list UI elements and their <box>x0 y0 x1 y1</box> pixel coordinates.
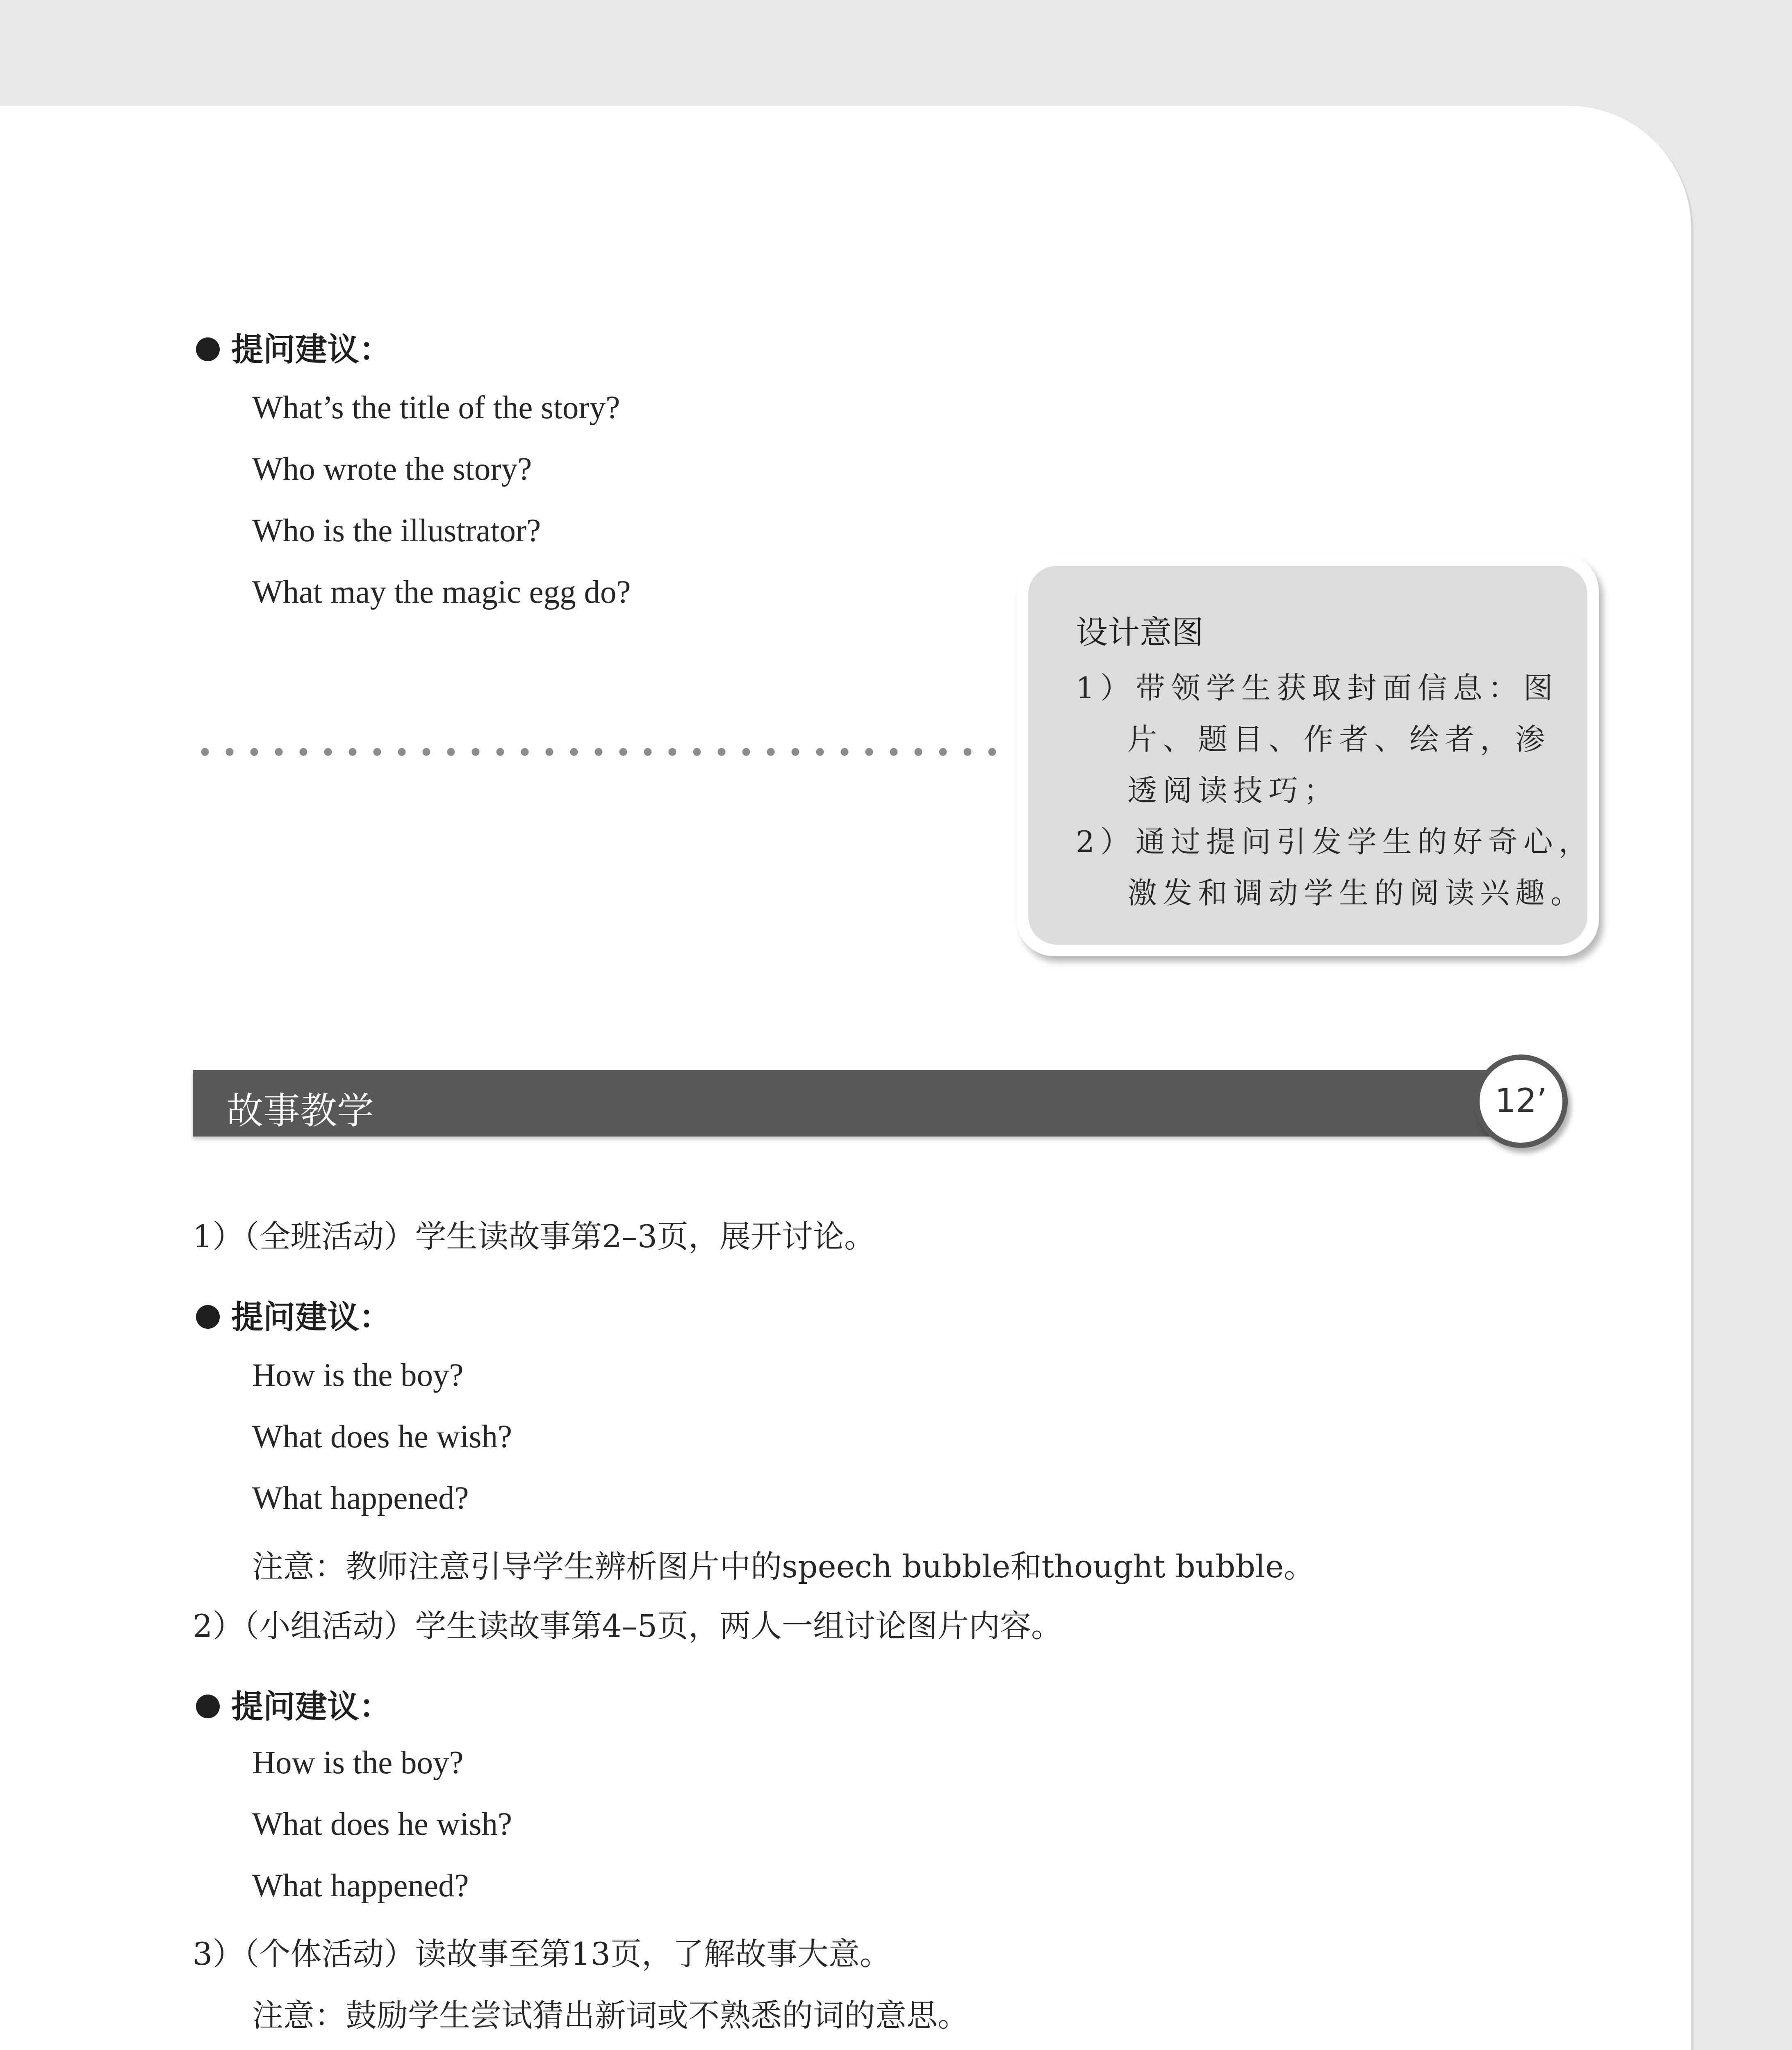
question-line: What may the magic egg do? <box>252 574 631 610</box>
design-intent-line: 1）带领学生获取封面信息：图 <box>1076 671 1559 705</box>
design-intent-title: 设计意图 <box>1076 614 1204 651</box>
design-intent-box <box>1017 554 1599 956</box>
question-line: How is the boy? <box>252 1358 464 1393</box>
step-3: 3）（个体活动）读故事至第13页，了解故事大意。 <box>193 1936 891 1972</box>
questions-heading-text: 提问建议： <box>231 1688 392 1725</box>
question-line: How is the boy? <box>252 1745 464 1781</box>
question-line: What happened? <box>252 1481 469 1516</box>
questions-heading-3 <box>196 1681 391 1727</box>
questions-heading-text: 提问建议： <box>231 1299 392 1336</box>
note-1: 注意：教师注意引导学生辨析图片中的speech bubble和thought bubble。 <box>252 1548 1315 1585</box>
design-intent-line: 片、题目、作者、绘者，渗 <box>1127 722 1551 756</box>
time-badge: 12’ <box>1474 1055 1568 1148</box>
bullet-dot-icon <box>196 337 220 361</box>
question-line: Who wrote the story? <box>252 451 532 487</box>
question-line: What’s the title of the story? <box>252 390 620 426</box>
note-3: 注意：鼓励学生尝试猜出新词或不熟悉的词的意思。 <box>252 1997 969 2034</box>
bullet-dot-icon <box>196 1695 220 1718</box>
question-line: What does he wish? <box>252 1419 512 1455</box>
questions-heading-text: 提问建议： <box>231 331 392 368</box>
section-title: 故事教学 <box>226 1089 374 1132</box>
step-2: 2）（小组活动）学生读故事第4–5页，两人一组讨论图片内容。 <box>193 1608 1063 1644</box>
questions-heading-2 <box>196 1292 391 1337</box>
design-intent-panel <box>1028 566 1594 945</box>
step-1: 1）（全班活动）学生读故事第2–3页，展开讨论。 <box>193 1218 876 1255</box>
design-intent-line: 激发和调动学生的阅读兴趣。 <box>1127 876 1586 910</box>
question-line: What does he wish? <box>252 1806 512 1842</box>
question-line: What happened? <box>252 1868 469 1904</box>
design-intent-line: 2）通过提问引发学生的好奇心， <box>1076 825 1594 859</box>
question-line: Who is the illustrator? <box>252 513 541 549</box>
dotted-divider <box>193 748 1013 756</box>
bullet-dot-icon <box>196 1305 220 1329</box>
design-intent-line: 透阅读技巧； <box>1127 773 1339 808</box>
questions-heading-1 <box>196 324 391 370</box>
section-header-bar <box>193 1070 1525 1137</box>
